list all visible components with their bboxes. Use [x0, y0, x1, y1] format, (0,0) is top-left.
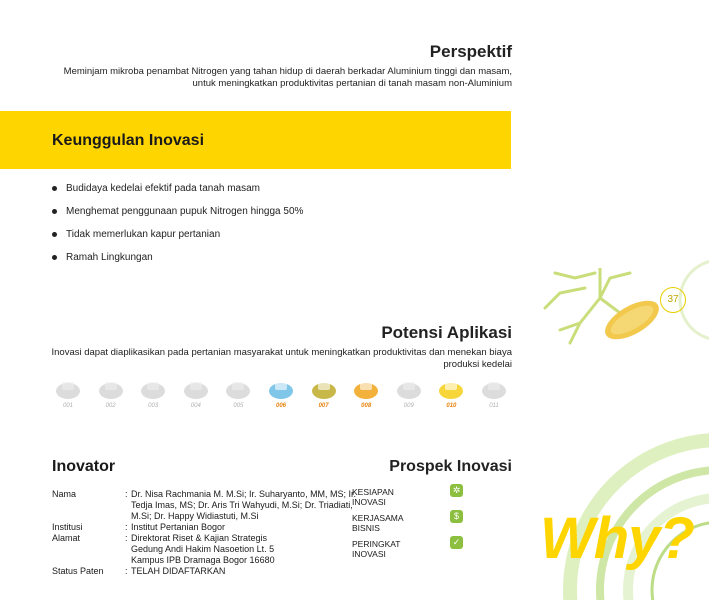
list-item: [52, 229, 303, 252]
inovator-info: [52, 489, 371, 577]
bullet-icon: [52, 232, 57, 237]
application-code: 002: [105, 403, 116, 409]
info-label: Alamat: [52, 533, 81, 543]
info-row-nama: [52, 489, 371, 522]
application-pictogram-icon: [352, 378, 380, 400]
info-colon: :: [125, 533, 128, 543]
application-icon-008: [348, 378, 384, 409]
application-icon-007: [306, 378, 342, 409]
list-item-text: Menghemat penggunaan pupuk Nitrogen hingga 50%: [66, 206, 304, 217]
application-icon-006: [263, 378, 299, 409]
info-label: Nama: [52, 489, 77, 499]
application-code: 005: [233, 403, 244, 409]
application-code: 006: [275, 403, 286, 409]
application-pictogram-icon: [480, 378, 508, 400]
potensi-heading: Potensi Aplikasi: [381, 323, 512, 342]
info-label: Institusi: [52, 522, 83, 532]
application-code: 008: [361, 403, 372, 409]
application-pictogram-icon: [97, 378, 125, 400]
info-colon: :: [125, 566, 128, 576]
application-pictogram-icon: [395, 378, 423, 400]
application-code: 007: [318, 403, 329, 409]
application-code: 004: [190, 403, 201, 409]
info-row-alamat: [52, 533, 371, 566]
application-icon-001: [50, 378, 86, 409]
perspektif-text: Meminjam mikroba penambat Nitrogen yang tahan hidup di daerah berkadar Aluminium tinggi dan masam, untuk meningkatkan produktivitas pertanian di tanah masam non-Aluminium: [63, 66, 512, 89]
info-value: Dr. Nisa Rachmania M. M.Si; Ir. Suharyanto, MM, MS; Ir. Tedja Imas, MS; Dr. Aris Tri Wahyudi, M.Si; Dr. Triadiati, M.Si; Dr. Happy Widiastuti, M.Si: [131, 489, 357, 521]
info-value: TELAH DIDAFTARKAN: [131, 566, 226, 576]
keunggulan-heading: Keunggulan Inovasi: [52, 132, 205, 149]
info-row-status-paten: [52, 566, 371, 577]
bullet-icon: [52, 186, 57, 191]
application-pictogram-icon: [182, 378, 210, 400]
application-pictogram-icon: [267, 378, 295, 400]
list-item: [52, 252, 303, 275]
application-icon-010: [433, 378, 469, 409]
application-icon-011: [476, 378, 512, 409]
soybean-root-illustration: [540, 268, 665, 348]
info-row-institusi: [52, 522, 371, 533]
application-pictogram-icon: [437, 378, 465, 400]
info-colon: :: [125, 489, 128, 499]
potensi-text: Inovasi dapat diaplikasikan pada pertanian masyarakat untuk meningkatkan produktivitas dan menekan biaya produksi kedelai: [51, 347, 512, 370]
application-pictogram-icon: [139, 378, 167, 400]
list-item: [52, 206, 303, 229]
list-item-text: Ramah Lingkungan: [66, 252, 153, 263]
list-item: [52, 183, 303, 206]
list-item-text: Tidak memerlukan kapur pertanian: [66, 229, 221, 240]
application-code: 011: [489, 403, 499, 409]
keunggulan-list: [52, 183, 303, 275]
application-pictogram-icon: [310, 378, 338, 400]
inovator-heading: Inovator: [52, 458, 116, 475]
application-code: 001: [62, 403, 73, 409]
prospek-label: KESIAPAN INOVASI: [352, 487, 394, 507]
prospek-label: PERINGKAT INOVASI: [352, 539, 401, 559]
readiness-icon: ✲: [450, 484, 463, 497]
application-icon-005: [220, 378, 256, 409]
bullet-icon: [52, 255, 57, 260]
bullet-icon: [52, 209, 57, 214]
application-code: 009: [403, 403, 414, 409]
prospek-heading: Prospek Inovasi: [389, 458, 512, 475]
info-colon: :: [125, 522, 128, 532]
application-code: 003: [148, 403, 159, 409]
list-item-text: Budidaya kedelai efektif pada tanah masam: [66, 183, 261, 194]
info-value: Direktorat Riset & Kajian Strategis Gedung Andi Hakim Nasoetion Lt. 5 Kampus IPB Dramaga Bogor 16680: [131, 533, 275, 565]
prospek-label: KERJASAMA BISNIS: [352, 513, 404, 533]
why-logo: Why?: [540, 506, 694, 571]
application-icon-004: [178, 378, 214, 409]
application-icon-003: [135, 378, 171, 409]
application-code: 010: [446, 403, 457, 409]
application-pictogram-icon: [224, 378, 252, 400]
info-label: Status Paten: [52, 566, 104, 576]
info-value: Institut Pertanian Bogor: [131, 522, 226, 532]
application-pictogram-icon: [54, 378, 82, 400]
application-icon-009: [391, 378, 427, 409]
money-bag-icon: $: [450, 510, 463, 523]
thumbs-up-icon: ✓: [450, 536, 463, 549]
application-icon-row: [50, 378, 512, 418]
perspektif-heading: Perspektif: [429, 42, 512, 61]
application-icon-002: [93, 378, 129, 409]
page-number: 37: [660, 287, 686, 313]
